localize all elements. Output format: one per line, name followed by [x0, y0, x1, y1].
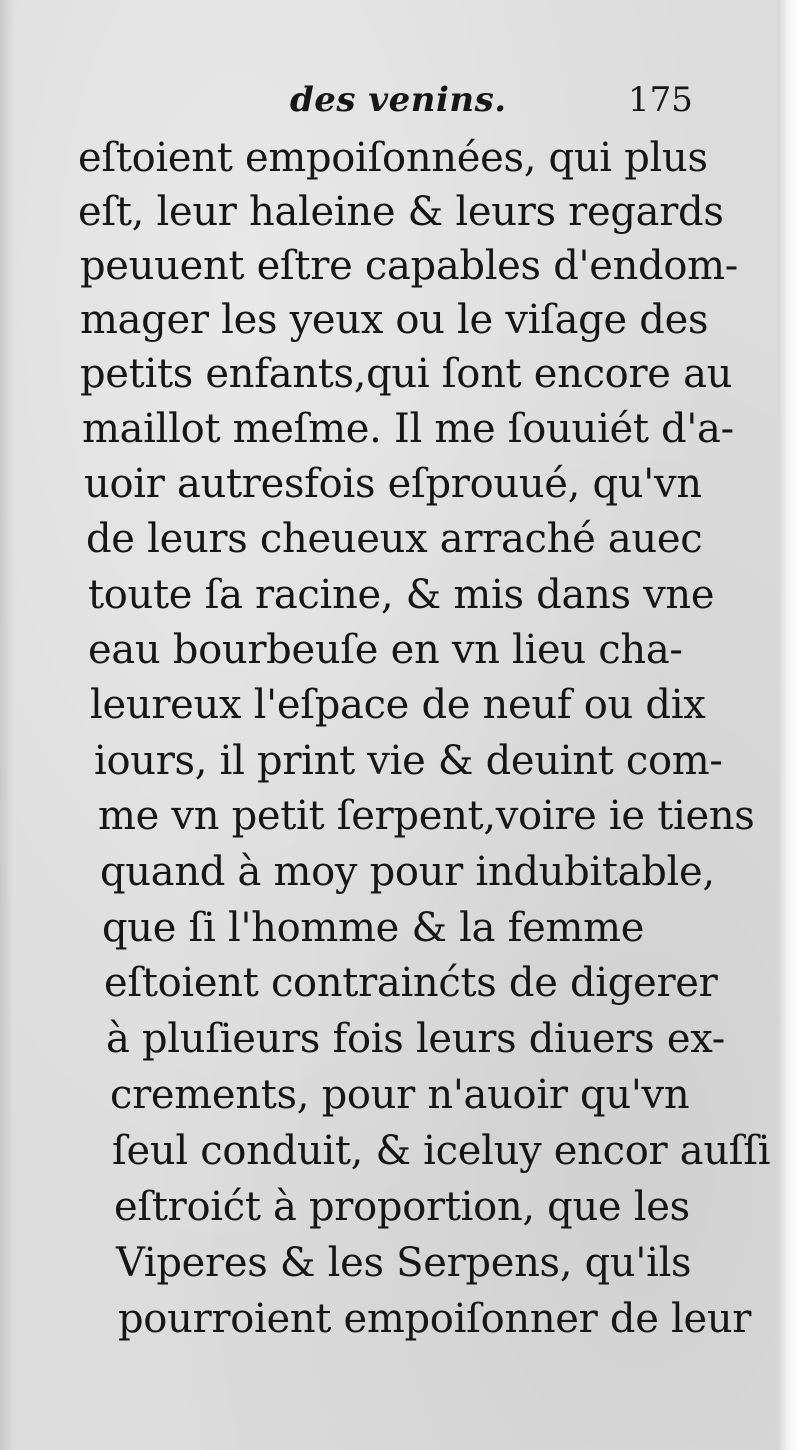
text-line: ſeul conduit, & iceluy encor auſſi — [112, 1128, 771, 1174]
text-line: leureux l'eſpace de neuf ou dix — [90, 682, 706, 728]
text-line: eſt, leur haleine & leurs regards — [78, 189, 724, 235]
text-line: eſtoient empoiſonnées, qui plus — [78, 135, 708, 181]
text-line: uoir autresfois eſprouué, qu'vn — [84, 461, 702, 507]
text-line: eſtroićt à proportion, que les — [114, 1184, 690, 1230]
text-line: quand à moy pour indubitable, — [100, 849, 715, 895]
text-line: toute ſa racine, & mis dans vne — [88, 572, 715, 618]
text-line: maillot meſme. Il me ſouuiét d'a- — [82, 406, 734, 452]
text-line: à pluſieurs fois leurs diuers ex- — [106, 1016, 725, 1062]
text-line: eſtoient contrainćts de digerer — [104, 960, 718, 1006]
text-line: de leurs cheueux arraché auec — [86, 516, 703, 562]
text-line: crements, pour n'auoir qu'vn — [110, 1072, 690, 1118]
text-line: me vn petit ſerpent,voire ie tiens — [98, 793, 755, 839]
page-right-edge — [778, 0, 800, 1450]
text-line: petits enfants,qui ſont encore au — [80, 351, 733, 397]
text-line: peuuent eſtre capables d'endom- — [80, 243, 738, 289]
text-line: pourroient empoiſonner de leur — [118, 1296, 752, 1342]
text-line: eau bourbeuſe en vn lieu cha- — [88, 627, 683, 673]
text-line: Viperes & les Serpens, qu'ils — [116, 1240, 692, 1286]
page-number: 175 — [628, 80, 693, 120]
text-line: iours, il print vie & deuint com- — [94, 738, 723, 784]
text-line: mager les yeux ou le viſage des — [80, 297, 709, 343]
text-line: que ſi l'homme & la femme — [102, 905, 645, 951]
running-head: des venins. — [290, 80, 507, 120]
